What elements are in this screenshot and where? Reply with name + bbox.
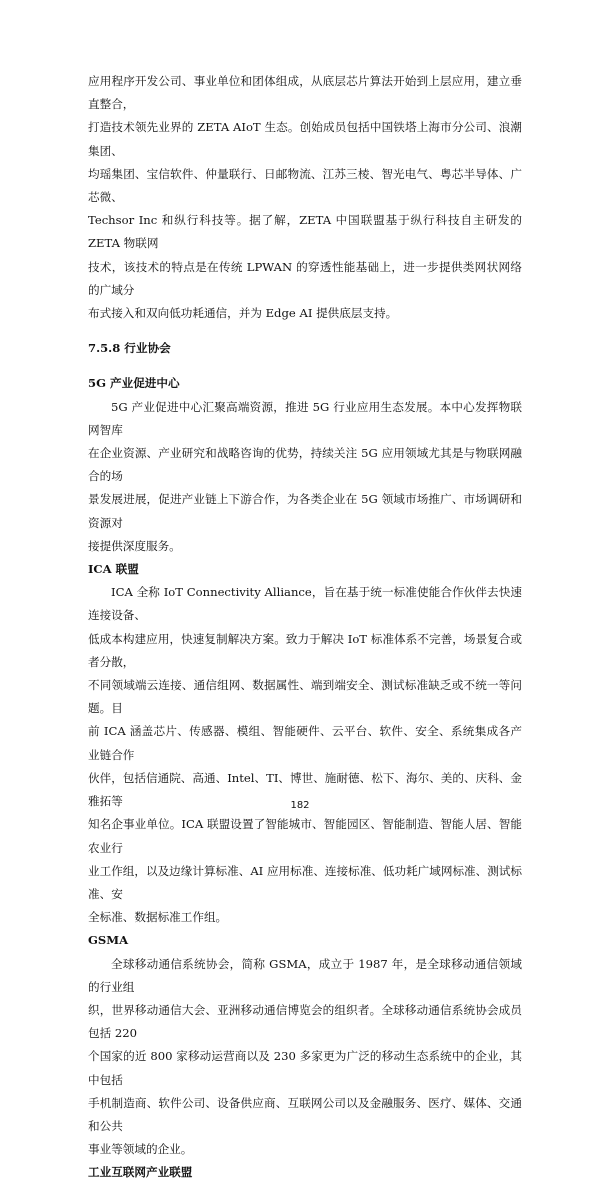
text-line: 业工作组，以及边缘计算标准、AI 应用标准、连接标准、低功耗广域网标准、测试标准、安: [88, 863, 523, 901]
text-line: 打造技术领先业界的 ZETA AIoT 生态。创始成员包括中国铁塔上海市分公司、浪潮集团、: [88, 120, 522, 158]
text-line: 应用程序开发公司、事业单位和团体组成，从底层芯片算法开始到上层应用，建立垂直整合，: [88, 74, 522, 112]
text-line: 织，世界移动通信大会、亚洲移动通信博览会的组织者。全球移动通信系统协会成员包括 220: [88, 1002, 522, 1041]
text-line: ICA 全称 IoT Connectivity Alliance，旨在基于统一标准使能合作伙伴去快速连接设备、: [88, 585, 522, 623]
org-paragraph-gsma: [88, 953, 522, 1162]
text-line: 伙伴，包括信通院、高通、Intel、TI、博世、施耐德、松下、海尔、美的、庆科、金雅拓等: [88, 770, 522, 809]
text-line: 低成本构建应用，快速复制解决方案。致力于解决 IoT 标准体系不完善，场景复合或者分散，: [88, 631, 522, 669]
intro-paragraph: [88, 70, 522, 325]
section-heading: 7.5.8 行业协会: [88, 341, 171, 356]
org-paragraph-ica: [88, 581, 522, 929]
text-line: 个国家的近 800 家移动运营商以及 230 多家更为广泛的移动生态系统中的企业，其中包括: [88, 1049, 522, 1087]
text-line: 均瑶集团、宝信软件、仲量联行、日邮物流、江苏三棱、智光电气、粤芯半导体、广芯微、: [88, 166, 522, 205]
org-heading-5g: 5G 产业促进中心: [88, 376, 180, 391]
text-line: 全标准、数据标准工作组。: [88, 910, 228, 925]
org-heading-gsma: GSMA: [88, 933, 129, 948]
text-line: 不同领域端云连接、通信组网、数据属性、端到端安全、测试标准缺乏或不统一等问题。目: [88, 678, 522, 716]
text-line: 景发展进展，促进产业链上下游合作，为各类企业在 5G 领域市场推广、市场调研和资源对: [88, 492, 522, 530]
org-paragraph-5g: [88, 396, 522, 558]
text-line: 在企业资源、产业研究和战略咨询的优势，持续关注 5G 应用领域尤其是与物联网融合的场: [88, 446, 522, 484]
text-line: 知名企事业单位。ICA 联盟设置了智能城市、智能园区、智能制造、智能人居、智能农业行: [88, 817, 522, 855]
document-page: [88, 70, 522, 1185]
org-heading-ica: ICA 联盟: [88, 562, 139, 577]
text-line: 前 ICA 涵盖芯片、传感器、模组、智能硬件、云平台、软件、安全、系统集成各产业链合作: [88, 724, 522, 762]
text-line: 事业等领域的企业。: [88, 1142, 193, 1157]
org-heading-industrial-internet: 工业互联网产业联盟: [88, 1165, 193, 1180]
text-line: 手机制造商、软件公司、设备供应商、互联网公司以及金融服务、医疗、媒体、交通和公共: [88, 1095, 522, 1133]
text-line: 全球移动通信系统协会，简称 GSMA，成立于 1987 年，是全球移动通信领域的行业组: [88, 956, 522, 994]
page-number: 182: [290, 800, 310, 811]
text-line: 布式接入和双向低功耗通信，并为 Edge AI 提供底层支持。: [88, 306, 398, 321]
text-line: 5G 产业促进中心汇聚高端资源，推进 5G 行业应用生态发展。本中心发挥物联网智库: [88, 399, 522, 437]
text-line: Techsor Inc 和纵行科技等。据了解，ZETA 中国联盟基于纵行科技自主研发的 ZETA 物联网: [88, 213, 522, 251]
text-line: 技术，该技术的特点是在传统 LPWAN 的穿透性能基础上，进一步提供类网状网络的广域分: [88, 259, 522, 297]
text-line: 接提供深度服务。: [88, 538, 181, 553]
